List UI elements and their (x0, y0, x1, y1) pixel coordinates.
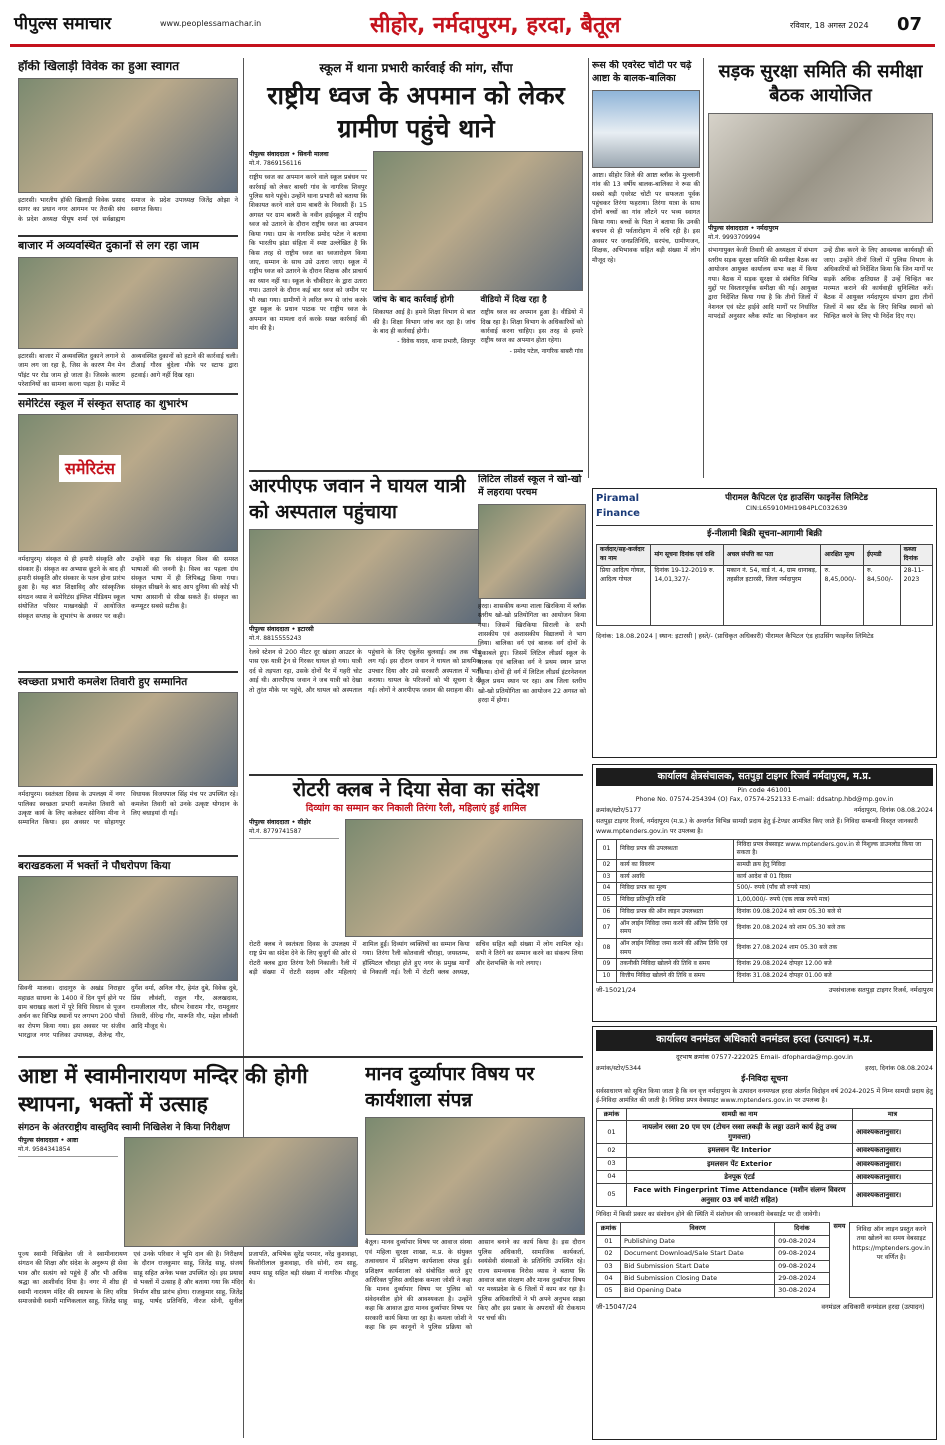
table-row (597, 1248, 830, 1260)
headline: लिटिल लीडर्स स्कूल ने खो-खो में लहराया परचम (478, 474, 582, 498)
table-cell: 05 (597, 1285, 621, 1297)
byline: पीपुल्स संवाददाता • सीहोर (249, 818, 311, 826)
table-row (597, 1144, 933, 1157)
table-cell: इमलसन पेंट Interior (627, 1144, 853, 1157)
table-cell: रु. 84,500/- (863, 565, 900, 625)
table-cell: 02 (597, 1248, 621, 1260)
table-cell: 03 (597, 1260, 621, 1272)
article-cleanliness (18, 676, 238, 851)
box-signature: - प्रमोद पटेल, नागरिक बाबरी गांव (509, 347, 583, 355)
table-header-cell: सामग्री का नाम (627, 1108, 853, 1120)
table-cell: Face with Fingerprint Time Attendance (मशीन संलग्न विवरण अनुसार 03 वर्ष वारंटी सहित) (627, 1183, 853, 1206)
ad-cin: CIN:L65910MH1984PLC032639 (745, 504, 848, 513)
article-body: हरदा। शासकीय कन्या शाला खिरकिया में ब्लॉक स्तरीय खो-खो प्रतियोगिता का आयोजन किया गया। जिसमें खिरकिया सिराली के सभी शासकीय एवं अशासकीय विद्यालयों ने भाग लिया। बालिका वर्ग एवं बालक वर्ग दोनों के मुकाबले हुए। जिसमें लिटिल लीडर्स स्कूल के बालक एवं बालिका वर्ग ने प्रथम स्थान प्राप्त किया। दोनों ही वर्ग में लिटिल लीडर्स इंटरनेशनल स्कूल प्रथम स्थान पर रहा। अब जिला स्तरीय खो-खो प्रतियोगिता का आयोजन 22 अगस्त को हरदा में होगा। (478, 602, 586, 704)
headline: रोटरी क्लब ने दिया सेवा का संदेश (292, 778, 540, 801)
masthead-url: www.peoplessamachar.in (160, 19, 262, 28)
article-photo (345, 819, 583, 937)
byline: पीपुल्स संवाददाता • सिवनी मालवा (249, 151, 329, 159)
table-cell: सामग्री क्रय हेतु निविदा (733, 860, 932, 872)
table-cell: आवश्यकतानुसार। (853, 1183, 933, 1206)
table-header-cell: क्रमांक (597, 1108, 627, 1120)
ad-satpura (592, 764, 937, 1022)
ad-footer: दिनांक: 18.08.2024 | स्थान: इटारसी | हस्ते/- (प्राधिकृत अधिकारी) पीरामल कैपिटल एंड हाउसिंग फाइनेंस लिमिटेड (596, 631, 874, 640)
table-cell: निविदा प्रपत्र की उपलब्धता (617, 839, 734, 859)
article-market (18, 240, 238, 390)
ad-pin: Pin code 461001 (737, 785, 792, 794)
masthead (0, 0, 945, 56)
headline: बराखडकला में भक्तों ने पौधरोपण किया (18, 860, 171, 872)
ad-piramal (592, 488, 937, 758)
table-cell: Bid Submission Closing Date (621, 1272, 775, 1284)
table-cell: Document Download/Sale Start Date (621, 1248, 775, 1260)
headline: स्वच्छता प्रभारी कमलेश तिवारी हुए सम्मानित (18, 676, 188, 688)
table-row (597, 895, 933, 907)
ad-ref: क्रमांक/स्टोर/5344 (596, 1064, 642, 1072)
table-cell: 28-11-2023 (900, 565, 932, 625)
table-row (597, 1235, 830, 1247)
kicker: स्कूल में थाना प्रभारी कार्रवाई की मांग, सौंपा (319, 61, 513, 75)
box-signature: - विवेक यादव, थाना प्रभारी, शिवपुर (397, 338, 476, 346)
article-photo (18, 78, 238, 193)
subheadline: दिव्यांग का सम्मान कर निकाली तिरंगा रैली, महिलाएं हुई शामिल (305, 803, 527, 814)
table-cell: 01 (597, 839, 617, 859)
table-row (597, 1121, 933, 1144)
table-cell: कार्य अवधि (617, 871, 734, 883)
article-hockey (18, 60, 238, 235)
table-cell: 10 (597, 970, 617, 982)
headline: आरपीएफ जवान ने घायल यात्री को अस्पताल पहुंचाया (249, 475, 466, 523)
article-photo (478, 504, 586, 599)
byline: पीपुल्स संवाददाता • आष्टा (18, 1137, 79, 1145)
article-body: रेलवे स्टेशन से 200 मीटर दूर खंडवा आउटर के पास एक यात्री ट्रेन से गिरकर घायल हो गया। यात्री दर्द से तड़पता रहा, उसके दोनों पैर में गहरी चोट आई थी। आरपीएफ जवान ने जब यात्री को देखा तो तुरंत मौके पर पहुंचे, और घायल को अस्पताल पहुंचाने के लिए एंबुलेंस बुलवाई। तब तक भीड़ लग गई। इस दौरान जवान ने घायल को प्राथमिक उपचार दिया और उसे सरकारी अस्पताल में भर्ती कराया। घायल के परिजनों को भी सूचना दे दी गई। लोगों ने आरपीएफ जवान की सराहना की। (249, 648, 481, 694)
table-cell: ऑन लाईन निविदा जमा करने की अंतिम तिथि एवं समय (617, 938, 734, 958)
table-row (597, 883, 933, 895)
table-cell: कार्य का विवरण (617, 860, 734, 872)
table-cell: आवश्यकतानुसार। (853, 1170, 933, 1183)
table-cell: 29-08-2024 (775, 1272, 829, 1284)
table-cell: Publishing Date (621, 1235, 775, 1247)
banner-sign: समेरिटंस (59, 455, 121, 482)
ad-title: पीरामल कैपिटल एंड हाउसिंग फाइनेंस लिमिटेड (725, 493, 868, 503)
article-workshop (365, 1062, 585, 1442)
ad-time-header: समय (833, 1222, 846, 1231)
table-header-cell: कर्जदार/सह-कर्जदार का नाम (597, 545, 651, 565)
table-cell: 03 (597, 871, 617, 883)
article-sanskrit (18, 398, 238, 668)
table-header-cell: अचल संपत्ति का पता (723, 545, 821, 565)
article-photo (18, 414, 238, 552)
table-cell: निविदा प्रपत्र वेबसाइट www.mptenders.gov.in से निशुल्क डाउनलोड किया जा सकता है। (733, 839, 932, 859)
article-photo (18, 257, 238, 349)
article-body: पूज्य स्वामी निखिलेश जी ने स्वामीनारायण संगठन की शिक्षा और संदेश के अनुरूप ही सेवा भाव और सत्संग को पहुंचे हैं और भी अधिक श्रद्धा का आशीर्वाद दिया है। नगर में शीघ्र ही स्वामी नारायण मंदिर की स्थापना के लिए वरिष्ठ समाजसेवी स्वामी माणिकलाल साहू, जितेंद्र साहू एवं उनके परिवार ने भूमि दान की है। निरीक्षण के दौरान राजकुमार साहू, जितेंद्र साहू, संजय साहू सहित अनेक भक्त उपस्थित रहे। इस प्रयास से भक्तों में उत्साह है और बताया गया कि मंदिर निर्माण शीघ्र प्रारंभ होगा। राजकुमार साहू, जितेंद्र साहू, पार्षद प्रतिनिधि, नीरज सोनी, सुनील प्रजापति, अभिषेक सुरेंद्र परमार, नरेंद्र कुशवाहा, किशोरीलाल कुशवाहा, रवि सोनी, राम साहू, श्याम साहू सहित बड़ी संख्या में नागरिक मौजूद थे। (18, 1251, 358, 1306)
table-cell: Bid Opening Date (621, 1285, 775, 1297)
table-cell: वित्तीय निविदा खोलने की तिथि व समय (617, 970, 734, 982)
table-cell: नायलोन रस्सा 20 एम एम (टोचन रस्सा लकड़ी के लठ्ठा उठाने कार्य हेतु उच्च गुणवत्ता) (627, 1121, 853, 1144)
ad-code: जी-15047/24 (596, 1302, 637, 1311)
article-plantation (18, 860, 238, 1050)
table-cell: ऑन लाईन निविदा जमा करने की अंतिम तिथि एवं समय (617, 918, 734, 938)
table-cell: 09-08-2024 (775, 1235, 829, 1247)
article-body: नर्मदापुरम्। संस्कृत से ही हमारी संस्कृति और संस्कार हैं। संस्कृत का अभ्यास छूटने के बाद ही हमारी संस्कृति और संस्कार के पतन होना प्रारंभ हुआ है। यह बात शिक्षाविद् और सांस्कृतिक संगठन व्यास ने समेरिटंस इंग्लिश मीडियम स्कूल संयोजित परिसर माखनखेड़ी में आयोजित संस्कृत सप्ताह के शुभारंभ के अवसर पर कही। उन्होंने कहा कि संस्कृत विश्व की समस्त भाषाओं की जननी है। विश्व का पहला ग्रंथ संस्कृत भाषा में ही लिपिबद्ध किया गया। संस्कृत सीखने के बाद आप दुनिया की कोई भी भाषा आसानी से सीख सकते हैं। संस्कृत का कम्प्यूटर सबसे सटीक है। (18, 556, 238, 620)
table-row (597, 860, 933, 872)
table-cell: दिनांक 09.08.2024 को शाम 05.30 बजे से (733, 906, 932, 918)
table-row (597, 906, 933, 918)
table-cell: 30-08-2024 (775, 1285, 829, 1297)
table-header-cell: कब्जा दिनांक (900, 545, 932, 565)
box-body: राष्ट्रीय ध्वज का अपमान हुआ है। वीडियो में दिख रहा है। शिक्षा विभाग के अधिकारियों को कार्रवाई करना चाहिए। इस तरह से हमारे राष्ट्रीय ध्वज का अपमान होता रहेगा। (480, 309, 583, 345)
masthead-date: रविवार, 18 अगस्त 2024 (790, 21, 869, 30)
table-cell: 02 (597, 860, 617, 872)
table-cell: 02 (597, 1144, 627, 1157)
ad-subtitle: ई-निविदा सूचना (741, 1073, 788, 1083)
headline: समेरिटंस स्कूल में संस्कृत सप्ताह का शुभारंभ (18, 398, 188, 410)
article-body: बैतूल। मानव दुर्व्यापार विषय पर आवाज संस्था एवं महिला सुरक्षा शाखा, म.प्र. के संयुक्त तत्वावधान में प्रशिक्षण कार्यशाला संपन्न हुई। प्रशिक्षण कार्यशाला को संबोधित करते हुए अतिरिक्त पुलिस अधीक्षक कमला जोशी ने कहा कि मानव दुर्व्यापार विषय पर पुलिस को संवेदनशील होने की आवश्यकता है। उन्होंने कहा कि आवाज द्वारा मानव दुर्व्यापार विषय पर सरकारी कार्य किया जा रहा है। कमला जोशी ने कहा कि हम कानूनों ने पुलिस प्रक्रिया को आसान बनाने का कार्य किया है। इस दौरान पुलिस अधिकारी, सामाजिक कार्यकर्ता, स्वयंसेवी संस्थाओं के प्रतिनिधि उपस्थित रहे। राज्य समन्वयक निरोस व्यास ने बताया कि आवाज बाल संरक्षण और मानव दुर्व्यापार विषय पर मध्यप्रदेश के 6 जिलों में काम कर रहा है। पुलिस अधिकारियों ने भी अपने अनुभव साझा किए और इस प्रकार के अपराधों की रोकथाम पर चर्चा की। (365, 1239, 585, 1332)
table-cell: आवश्यकतानुसार। (853, 1157, 933, 1170)
table-cell: आवश्यकतानुसार। (853, 1144, 933, 1157)
ad-title: कार्यालय क्षेत्रसंचालक, सतपुड़ा टाइगर रिजर्व नर्मदापुरम, म.प्र. (596, 768, 933, 786)
table-cell: दिनांक 19-12-2019 रु. 14,01,327/- (651, 565, 723, 625)
ad-subtitle: ई-नीलामी बिक्री सूचना-आगामी बिक्री (596, 525, 933, 540)
table-cell: 09 (597, 959, 617, 971)
table-header-cell: आरक्षित मूल्य (821, 545, 864, 565)
article-photo (365, 1117, 585, 1235)
table-cell: 05 (597, 895, 617, 907)
article-photo (124, 1137, 358, 1247)
byline-mobile: मो.नं. 9584341854 (18, 1146, 118, 1157)
table-cell: 01 (597, 1121, 627, 1144)
article-flag (249, 60, 583, 465)
article-photo (249, 529, 481, 624)
table-cell: निविदा प्रतिभूति राशि (617, 895, 734, 907)
article-body: रोटरी क्लब ने स्वतंत्रता दिवस के उपलक्ष्य में राष्ट्र प्रेम का संदेश देने के लिए बुजुर्ग की ओर से रोटरी क्लब द्वारा तिरंगा रैली निकाली। रैली में बड़ी संख्या में रोटरी सदस्य और महिलाएं शामिल हुईं। दिव्यांग व्यक्तियों का सम्मान किया गया। तिरंगा रैली कोतवाली चौराहा, जयस्तम्भ, हॉस्पिटल चौराहा होते हुए नगर के प्रमुख मार्गों से निकाली गई। रैली में रोटरी क्लब अध्यक्ष, सचिव सहित बड़ी संख्या में लोग शामिल रहे। सभी ने तिरंगे का सम्मान करने का संकल्प लिया और देशभक्ति के नारे लगाए। (249, 940, 583, 977)
headline: राष्ट्रीय ध्वज के अपमान को लेकर ग्रामीण पहुंचे थाने (267, 81, 565, 143)
table-cell: डेनपूक एंटर्ड (627, 1170, 853, 1183)
table-cell: प्रिया आदित्य गोयल, आदित्य गोयल (597, 565, 651, 625)
table-cell: 09-08-2024 (775, 1248, 829, 1260)
table-cell: दिनांक 27.08.2024 शाम 05.30 बजे तक (733, 938, 932, 958)
article-body: नर्मदापुरम। स्वतंत्रता दिवस के उपलक्ष्य में नगर पालिका स्वच्छता प्रभारी कमलेश तिवारी को उत्कृष्ट कार्य के लिए कलेक्टर सोनिया मीना ने सम्मानित किया। इस अवसर पर सोहागपुर विधायक विजयपाल सिंह मंच पर उपस्थित रहे। कमलेश तिवारी को उनके उत्कृष्ट योगदान के लिए बधाइयां दी गईं। (18, 791, 238, 827)
byline-mobile: मो.नं. 8815555243 (249, 635, 481, 646)
ad-contact: दूरभाष क्रमांक 07577-222025 Email- dfopharda@mp.gov.in (676, 1052, 853, 1061)
ad-side-note: निविदा ऑन लाइन प्रस्तुत करने तथा खोलने का समय वेबसाइट https://mptenders.gov.in पर वर्णित है। (849, 1222, 933, 1298)
article-everest (592, 60, 700, 420)
article-road-safety (708, 60, 933, 480)
article-body: सिवनी मालवा। दादागुरु के अखंड निराहार महाव्रत साधना के 1400 वें दिन पूर्ण होने पर ग्राम बराखड़ कलां में पूरे विधि विधान से पूजन अर्चन कर विभिन्न स्थानों पर लगभग 200 पौधों का रोपण किया गया। इस अवसर पर संजीव भारद्वाज नगर पालिका उपाध्यक्ष, शैलेन्द्र गौर, दुर्गेश वर्मा, अनिल गौर, हेमंत दुबे, विवेक दुबे, प्रिंस लौवंशी, राहुल गौर, अलखदास, रामजीलाल गौर, सौरभ रेवाराम गौर, रामदुलार तिवारी, वीरेन्द्र गौर, मारूति गौर, महेश लौवंशी आदि मौजूद थे। (18, 985, 238, 1040)
table-row (597, 1260, 830, 1272)
table-cell: निविदा प्रपत्र का मूल्य (617, 883, 734, 895)
table-header-cell: दिनांक (775, 1223, 829, 1235)
table-cell: 06 (597, 906, 617, 918)
table-cell: दिनांक 31.08.2024 दोपहर 01.00 बजे (733, 970, 932, 982)
table-header-cell: क्रमांक (597, 1223, 621, 1235)
ad-sign: वनमंडल अधिकारी वनमंडल हरदा (उत्पादन) (821, 1302, 925, 1311)
table-cell: 07 (597, 918, 617, 938)
headline: आष्टा में स्वामीनारायण मन्दिर की होगी स्थापना, भक्तों में उत्साह (18, 1064, 308, 1117)
ad-harda (592, 1026, 937, 1440)
box-headline: वीडियो में दिख रहा है (480, 295, 547, 306)
table-header (597, 1223, 830, 1235)
table-row (597, 871, 933, 883)
ad-date: नर्मदापुरम, दिनांक 08.08.2024 (853, 807, 933, 815)
headline: रूस की एवरेस्ट चोटी पर चढ़े आष्टा के बालक-बालिका (592, 60, 692, 84)
table-header (597, 1108, 933, 1120)
article-body: आष्टा। सीहोर जिले की आष्टा ब्लॉक के मुल्लानी गांव की 13 वर्षीय बालक-बालिका ने रूस की सबसे बड़ी एवरेस्ट चोटी पर सफलता पूर्वक पहुंचकर तिरंगा फहराया। तिरंगा यात्रा के साथ दोनों बच्चों का गांव लौटने पर भव्य स्वागत किया गया। बच्चों के पिता ने बताया कि उनकी बचपन से ही पर्वतारोहण में रुचि रही है। इस अवसर पर जनप्रतिनिधि, सरपंच, ग्रामीणजन, शिक्षक, अभिभावक सहित बड़ी संख्या में लोग मौजूद रहे। (592, 171, 700, 264)
headline: मानव दुर्व्यापार विषय पर कार्यशाला संपन्न (365, 1063, 535, 1111)
box-body: शिकायत आई है। हमने शिक्षा विभाग से बात की है। शिक्षा विभाग जांच कर रहा है। जांच के बाद ही कार्रवाई होगी। (373, 309, 476, 336)
table-cell: आवश्यकतानुसार। (853, 1121, 933, 1144)
table-row (597, 1170, 933, 1183)
ad-intro: सर्वसाधारण को सूचित किया जाता है कि वन वृत्त नर्मदापुरम के उत्पादन वनमण्डल हरदा अंतर्गत विदोहन वर्ष 2024-2025 में निम्न सामग्री प्रदाय हेतु ई-निविदा आमंत्रित की जाती है। निविदा प्रपत्र वेबसाइट www.mptenders.gov.in पर उपलब्ध है। (596, 1087, 933, 1104)
table-row (597, 1272, 830, 1284)
table-header-cell: मांग सूचना दिनांक एवं राशि (651, 545, 723, 565)
ad-intro: सतपुड़ा टाइगर रिजर्व, नर्मदापुरम (म.प्र.) के अन्तर्गत विभिन्न सामग्री प्रदाय हेतु ई-टेण्डर आमंत्रित किए जाते हैं। निविदा सम्बन्धी विस्तृत जानकारी www.mptenders.gov.in पर उपलब्ध है। (596, 818, 918, 835)
headline: बाजार में अव्यवस्थित दुकानों से लग रहा जाम (18, 240, 199, 252)
table-row (597, 1183, 933, 1206)
table-row (597, 839, 933, 859)
byline: पीपुल्स संवाददाता • इटारसी (249, 626, 314, 634)
table-cell: Bid Submission Start Date (621, 1260, 775, 1272)
table-row (597, 1285, 830, 1297)
table-cell: 08 (597, 938, 617, 958)
table-cell: 04 (597, 1170, 627, 1183)
article-body: संभागायुक्त केजी तिवारी की अध्यक्षता में संभाग स्तरीय सड़क सुरक्षा समिति की समीक्षा बैठक का आयोजन आयुक्त कार्यालय सभा कक्ष में किया गया। बैठक में सड़क सुरक्षा से संबंधित विभिन्न मुद्दों पर विस्तारपूर्वक समीक्षा की गई। आयुक्त द्वारा निर्देशित किया गया है कि तीनों जिलों में नेशनल एवं स्टेट हाईवे आदि मार्गों पर निर्धारित मापदंडों अनुसार ब्लैक स्पॉट का चिन्हांकन कर उन्हें ठीक करने के लिए आवश्यक कार्यवाही की जाए। उन्होंने तीनों जिलों में पुलिस विभाग के अधिकारियों को निर्देशित किया कि जिन मार्गों पर सड़कें अधिक क्षतिग्रस्त हैं उन्हें चिन्हित कर मरम्मत कराने की कार्यवाही सुनिश्चित करें। बैठक में आयुक्त नर्मदापुरम संभाग द्वारा तीनों जिलों में बस स्टैंड के लिए विभिन्न स्थानों को चिन्हित करने के लिए भी निर्देश दिए गए। (708, 247, 933, 321)
article-body: राष्ट्रीय ध्वज का अपमान करने वाले स्कूल प्रबंधन पर कार्रवाई को लेकर बाबरी गांव के नागरिक शिवपुर पुलिस थाने पहुंचे। उन्होंने थाना प्रभारी को बताया कि शिकायत करने वाले ग्राम बाबरी के निवासी हैं। 15 अगस्त पर ग्राम बाबरी के नवीन हाईस्कूल में राष्ट्रीय ध्वज को उतारने के दौरान राष्ट्रीय ध्वज का अपमान किया गया। ग्राम के नागरिक प्रमोद पटेल ने बताया कि भारतीय झंडा संहिता में स्पष्ट उल्लेखित है कि किस तरह से राष्ट्रीय ध्वज का ध्वजारोहण किया जाए, सम्मान के साथ उसे उतारा जाए। स्कूल में राष्ट्रीय ध्वज को उतारने के दौरान शिक्षक और प्राचार्य का ध्यान नहीं था। स्कूल के चौकीदार के द्वारा उतारा गया। उतारने के दौरान कई बार ध्वज को जमीन पर भी रखा गया। ग्रामीणों ने त्वरित रूप से जांच करके दुष्ट स्कूल के प्रधान पाठक पर राष्ट्रीय ध्वज के अपमान का मामला दर्ज करके सख्त कार्रवाई की मांग की है। (249, 174, 367, 333)
article-body: इटारसी। बाजार में अव्यवस्थित दुकाने लगाने से जाम लग जा रहा है, जिस के कारण मैन मेन पॉइंट पर रोड जाम हो जाता है। जिसके कारण परेशानियों का सामना करना पड़ता है। मार्केट में अव्यवस्थित दुकानों को हटाने की कार्रवाई चली। टीआई गौरव बुंदेला मौके पर स्टाफ द्वारा हटवाई। आगे नहीं दिख रहा। (18, 352, 238, 388)
table-cell: तकनीकी निविदा खोलने की तिथि व समय (617, 959, 734, 971)
table-cell: 05 (597, 1183, 627, 1206)
table-row (597, 959, 933, 971)
masthead-region: सीहोर, नर्मदापुरम, हरदा, बैतूल (370, 13, 621, 38)
table-cell: दिनांक 29.08.2024 दोपहर 12.00 बजे (733, 959, 932, 971)
table-cell: निविदा प्रपत्र की ऑन लाइन उपलब्धता (617, 906, 734, 918)
table-cell: इमलसन पेंट Exterior (627, 1157, 853, 1170)
byline-mobile: मो.नं. 9993709994 (708, 234, 933, 245)
masthead-logo: पीपुल्स समाचार (14, 14, 112, 34)
table-cell: 1,00,000/- रुपये (एक लाख रुपये मात्र) (733, 895, 932, 907)
table-cell: कार्य आदेश से 01 दिवस (733, 871, 932, 883)
table-cell: 500/- रुपये (पाँच सौ रुपये मात्र) (733, 883, 932, 895)
table-row (597, 938, 933, 958)
table-cell: 09-08-2024 (775, 1260, 829, 1272)
article-photo (592, 90, 700, 168)
table-header-cell: विवरण (621, 1223, 775, 1235)
article-photo (18, 692, 238, 787)
article-photo (373, 151, 583, 291)
article-kho-kho (478, 474, 586, 764)
article-photo (708, 113, 933, 223)
article-body: इटारसी। भारतीय हॉकी खिलाड़ी विवेक प्रसाद सागर का प्रधान नगर आगमन पर तैराकी संघ के प्रदेश अध्यक्ष पीयूष शर्मा एवं सर्वब्राह्मण समाज के प्रदेश उपाध्यक्ष जितेंद्र ओझा ने स्वागत किया। (18, 196, 238, 223)
article-rotary (249, 778, 583, 1048)
headline: हॉकी खिलाड़ी विवेक का हुआ स्वागत (18, 60, 180, 73)
table-row (597, 918, 933, 938)
table-row (597, 1157, 933, 1170)
table-cell: 01 (597, 1235, 621, 1247)
table-cell: रु. 8,45,000/- (821, 565, 864, 625)
table-header-cell: ईएमडी (863, 545, 900, 565)
box-headline: जांच के बाद कार्रवाई होगी (373, 295, 454, 306)
byline: पीपुल्स संवाददाता • नर्मदापुरम (708, 224, 779, 232)
table-cell: 04 (597, 1272, 621, 1284)
ad-phone: Phone No. 07574-254394 (O) Fax, 07574-252133 E-mail: ddsatnp.hbd@mp.gov.in (635, 796, 894, 804)
ad-title: कार्यालय वनमंडल अधिकारी वनमंडल हरदा (उत्पादन) म.प्र. (596, 1030, 933, 1051)
ad-ref: क्रमांक/स्टोर/5177 (596, 807, 642, 815)
table-header-cell: मात्र (853, 1108, 933, 1120)
page-number: 07 (897, 14, 923, 35)
byline-mobile: मो.नं. 8779741587 (249, 828, 339, 839)
ad-code: जी-15021/24 (596, 985, 636, 994)
article-swaminarayan (18, 1062, 358, 1442)
byline-mobile: मो.नं. 7869156116 (249, 160, 367, 171)
ad-date: हरदा, दिनांक 08.08.2024 (865, 1064, 933, 1072)
subheadline: संगठन के अंतरराष्ट्रीय वास्तुविद स्वामी निखिलेश ने किया निरीक्षण (18, 1122, 230, 1133)
table-cell: 03 (597, 1157, 627, 1170)
article-photo (18, 876, 238, 981)
table-cell: दिनांक 20.08.2024 को शाम 05.30 बजे तक (733, 918, 932, 938)
article-rpf (249, 474, 481, 764)
headline: सड़क सुरक्षा समिति की समीक्षा बैठक आयोजित (718, 61, 923, 107)
piramal-logo: Piramal Finance (596, 493, 640, 519)
ad-note: निविदा में किसी प्रकार का संशोधन होने की स्थिति में संशोधन की जानकारी वेबसाईट पर दी जावेगी। (596, 1211, 821, 1219)
ad-sign: उपसंचालक सतपुड़ा टाइगर रिजर्व, नर्मदापुरम (828, 985, 933, 994)
table-row (597, 970, 933, 982)
table-cell: मकान नं. 54, वार्ड नं. 4, ग्राम धानाबड़, तहसील इटारसी, जिला नर्मदापुरम (723, 565, 821, 625)
table-cell: 04 (597, 883, 617, 895)
